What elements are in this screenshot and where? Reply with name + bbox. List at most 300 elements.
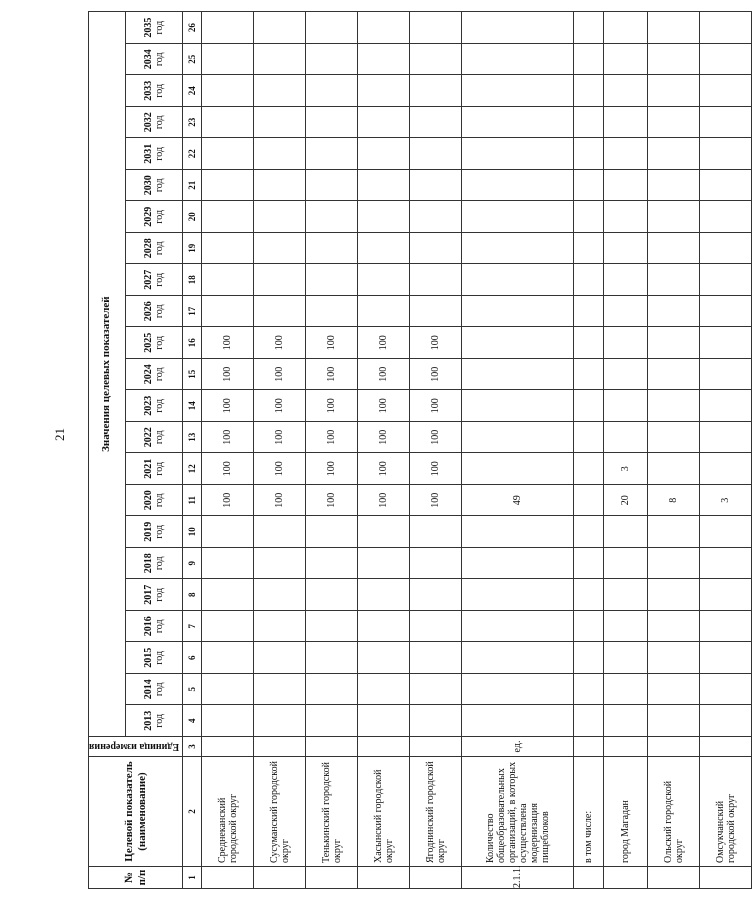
value-cell-2021: 100 xyxy=(254,453,306,485)
column-number-text: 26 xyxy=(187,23,198,33)
value-cell-2013 xyxy=(254,705,306,737)
value-cell-2020: 100 xyxy=(202,485,254,517)
value-cell-2016 xyxy=(202,611,254,643)
column-number-15 xyxy=(183,359,202,391)
value-cell-2028 xyxy=(574,233,604,265)
value-cell-2020: 20 xyxy=(604,485,648,517)
column-number-13 xyxy=(183,422,202,454)
row-unit xyxy=(202,737,254,757)
row-index xyxy=(604,867,648,889)
year-suffix: год xyxy=(154,115,166,130)
value-cell-2017 xyxy=(462,579,574,611)
value-cell-2022: 100 xyxy=(358,422,410,454)
value-cell-2023: 100 xyxy=(306,390,358,422)
value-cell-2026 xyxy=(254,296,306,328)
column-number-18 xyxy=(183,264,202,296)
row-indicator-name: в том числе: xyxy=(574,757,604,867)
row-unit xyxy=(574,737,604,757)
year-suffix: год xyxy=(154,178,166,193)
header-year-2022 xyxy=(125,422,182,454)
value-cell-2017 xyxy=(648,579,700,611)
year-suffix: год xyxy=(154,461,166,476)
value-cell-2024 xyxy=(604,359,648,391)
value-cell-2035 xyxy=(462,12,574,44)
header-year-2013 xyxy=(125,705,182,737)
column-number-text: 21 xyxy=(187,180,198,190)
value-cell-2025 xyxy=(648,327,700,359)
year-suffix: год xyxy=(154,52,166,67)
value-cell-2032 xyxy=(574,107,604,139)
value-cell-2034 xyxy=(604,44,648,76)
value-cell-2027 xyxy=(648,264,700,296)
value-cell-2022 xyxy=(604,422,648,454)
year-label: 2013 xyxy=(143,710,155,731)
table-row xyxy=(306,12,358,889)
year-suffix: год xyxy=(154,556,166,571)
year-suffix: год xyxy=(154,587,166,602)
year-suffix: год xyxy=(154,713,166,728)
value-cell-2035 xyxy=(604,12,648,44)
value-cell-2032 xyxy=(604,107,648,139)
year-label: 2026 xyxy=(143,301,155,322)
column-number-text: 22 xyxy=(187,149,198,159)
column-number-8 xyxy=(183,579,202,611)
value-cell-2027 xyxy=(700,264,752,296)
row-indicator-name: Ольский городской округ xyxy=(648,757,700,867)
value-cell-2034 xyxy=(648,44,700,76)
year-label: 2016 xyxy=(143,616,155,637)
value-cell-2020 xyxy=(574,485,604,517)
column-number-text: 3 xyxy=(187,744,198,749)
value-cell-2035 xyxy=(700,12,752,44)
column-number-6 xyxy=(183,642,202,674)
year-suffix: год xyxy=(154,619,166,634)
row-indicator-name: Сусуманский городской округ xyxy=(254,757,306,867)
column-number-14 xyxy=(183,390,202,422)
year-label: 2017 xyxy=(143,584,155,605)
value-cell-2030 xyxy=(604,170,648,202)
column-number-text: 14 xyxy=(187,401,198,411)
column-number-text: 16 xyxy=(187,338,198,348)
year-label: 2027 xyxy=(143,269,155,290)
year-label: 2030 xyxy=(143,175,155,196)
header-number-text: № п/п xyxy=(122,869,148,886)
value-cell-2032 xyxy=(462,107,574,139)
value-cell-2029 xyxy=(358,201,410,233)
value-cell-2022: 100 xyxy=(410,422,462,454)
row-index xyxy=(410,867,462,889)
header-year-2026 xyxy=(125,296,182,328)
column-number-9 xyxy=(183,548,202,580)
column-number-19 xyxy=(183,233,202,265)
value-cell-2013 xyxy=(574,705,604,737)
value-cell-2013 xyxy=(648,705,700,737)
row-index xyxy=(254,867,306,889)
value-cell-2035 xyxy=(306,12,358,44)
row-unit xyxy=(648,737,700,757)
value-cell-2032 xyxy=(410,107,462,139)
value-cell-2014 xyxy=(254,674,306,706)
year-label: 2028 xyxy=(143,238,155,259)
value-cell-2026 xyxy=(574,296,604,328)
year-label: 2035 xyxy=(143,17,155,38)
row-indicator-name: Хасынский городской округ xyxy=(358,757,410,867)
value-cell-2027 xyxy=(358,264,410,296)
header-year-2029 xyxy=(125,201,182,233)
value-cell-2016 xyxy=(306,611,358,643)
column-number-text: 17 xyxy=(187,306,198,316)
value-cell-2031 xyxy=(202,138,254,170)
value-cell-2025: 100 xyxy=(202,327,254,359)
value-cell-2035 xyxy=(574,12,604,44)
year-label: 2019 xyxy=(143,521,155,542)
table-row xyxy=(254,12,306,889)
value-cell-2025: 100 xyxy=(358,327,410,359)
value-cell-2026 xyxy=(462,296,574,328)
value-cell-2014 xyxy=(574,674,604,706)
header-year-2027 xyxy=(125,264,182,296)
year-suffix: год xyxy=(154,430,166,445)
value-cell-2029 xyxy=(202,201,254,233)
row-indicator-name: Ягоднинский городской округ xyxy=(410,757,462,867)
value-cell-2013 xyxy=(604,705,648,737)
value-cell-2019 xyxy=(254,516,306,548)
value-cell-2023 xyxy=(648,390,700,422)
header-year-2033 xyxy=(125,75,182,107)
value-cell-2027 xyxy=(410,264,462,296)
value-cell-2033 xyxy=(648,75,700,107)
year-label: 2032 xyxy=(143,112,155,133)
value-cell-2034 xyxy=(306,44,358,76)
value-cell-2015 xyxy=(648,642,700,674)
value-cell-2029 xyxy=(648,201,700,233)
column-number-10 xyxy=(183,516,202,548)
column-number-text: 25 xyxy=(187,54,198,64)
value-cell-2033 xyxy=(202,75,254,107)
column-number-text: 11 xyxy=(187,496,198,505)
value-cell-2028 xyxy=(604,233,648,265)
value-cell-2032 xyxy=(648,107,700,139)
year-suffix: год xyxy=(154,146,166,161)
value-cell-2020: 100 xyxy=(254,485,306,517)
header-year-2030 xyxy=(125,170,182,202)
value-cell-2015 xyxy=(306,642,358,674)
value-cell-2031 xyxy=(604,138,648,170)
value-cell-2030 xyxy=(462,170,574,202)
row-indicator-name: Количество общеобразовательных организаций, в которых осуществлена модернизация пищеблоков xyxy=(462,757,574,867)
value-cell-2021: 100 xyxy=(202,453,254,485)
value-cell-2026 xyxy=(358,296,410,328)
value-cell-2034 xyxy=(358,44,410,76)
value-cell-2032 xyxy=(202,107,254,139)
row-index xyxy=(700,867,752,889)
value-cell-2019 xyxy=(700,516,752,548)
column-number-20 xyxy=(183,201,202,233)
table-row xyxy=(462,12,574,889)
value-cell-2015 xyxy=(700,642,752,674)
table-row xyxy=(202,12,254,889)
row-unit xyxy=(410,737,462,757)
column-number-text: 9 xyxy=(187,561,198,566)
value-cell-2025: 100 xyxy=(410,327,462,359)
column-number-24 xyxy=(183,75,202,107)
value-cell-2030 xyxy=(358,170,410,202)
value-cell-2020: 49 xyxy=(462,485,574,517)
column-number-16 xyxy=(183,327,202,359)
value-cell-2018 xyxy=(306,548,358,580)
value-cell-2026 xyxy=(202,296,254,328)
header-indicator xyxy=(89,757,183,867)
value-cell-2027 xyxy=(254,264,306,296)
value-cell-2030 xyxy=(254,170,306,202)
value-cell-2035 xyxy=(410,12,462,44)
year-suffix: год xyxy=(154,398,166,413)
year-suffix: год xyxy=(154,335,166,350)
value-cell-2028 xyxy=(462,233,574,265)
value-cell-2021 xyxy=(574,453,604,485)
value-cell-2014 xyxy=(462,674,574,706)
value-cell-2028 xyxy=(358,233,410,265)
value-cell-2033 xyxy=(410,75,462,107)
value-cell-2025 xyxy=(462,327,574,359)
value-cell-2013 xyxy=(700,705,752,737)
value-cell-2015 xyxy=(202,642,254,674)
value-cell-2017 xyxy=(410,579,462,611)
column-number-text: 1 xyxy=(187,875,198,880)
column-number-text: 24 xyxy=(187,86,198,96)
value-cell-2016 xyxy=(700,611,752,643)
row-index xyxy=(306,867,358,889)
year-label: 2033 xyxy=(143,80,155,101)
value-cell-2024: 100 xyxy=(254,359,306,391)
year-suffix: год xyxy=(154,304,166,319)
value-cell-2014 xyxy=(358,674,410,706)
value-cell-2028 xyxy=(410,233,462,265)
value-cell-2014 xyxy=(700,674,752,706)
column-number-23 xyxy=(183,107,202,139)
row-unit xyxy=(254,737,306,757)
row-unit: ед. xyxy=(462,737,574,757)
value-cell-2015 xyxy=(254,642,306,674)
header-year-2031 xyxy=(125,138,182,170)
value-cell-2018 xyxy=(574,548,604,580)
year-label: 2029 xyxy=(143,206,155,227)
year-suffix: год xyxy=(154,209,166,224)
value-cell-2025 xyxy=(574,327,604,359)
value-cell-2013 xyxy=(462,705,574,737)
row-unit xyxy=(306,737,358,757)
column-number-text: 19 xyxy=(187,243,198,253)
value-cell-2031 xyxy=(254,138,306,170)
value-cell-2033 xyxy=(604,75,648,107)
value-cell-2018 xyxy=(462,548,574,580)
value-cell-2016 xyxy=(604,611,648,643)
value-cell-2029 xyxy=(700,201,752,233)
row-indicator-name: Среднеканский городской округ xyxy=(202,757,254,867)
header-year-2016 xyxy=(125,611,182,643)
value-cell-2029 xyxy=(604,201,648,233)
value-cell-2024 xyxy=(462,359,574,391)
value-cell-2035 xyxy=(648,12,700,44)
header-year-2024 xyxy=(125,359,182,391)
year-label: 2034 xyxy=(143,49,155,70)
value-cell-2031 xyxy=(700,138,752,170)
value-cell-2023: 100 xyxy=(202,390,254,422)
year-label: 2025 xyxy=(143,332,155,353)
value-cell-2031 xyxy=(358,138,410,170)
value-cell-2023: 100 xyxy=(254,390,306,422)
target-indicators-table xyxy=(88,13,737,889)
column-number-text: 20 xyxy=(187,212,198,222)
value-cell-2023 xyxy=(604,390,648,422)
value-cell-2024: 100 xyxy=(306,359,358,391)
value-cell-2034 xyxy=(254,44,306,76)
value-cell-2026 xyxy=(648,296,700,328)
value-cell-2029 xyxy=(306,201,358,233)
column-number-25 xyxy=(183,44,202,76)
value-cell-2019 xyxy=(306,516,358,548)
value-cell-2032 xyxy=(254,107,306,139)
column-number-7 xyxy=(183,611,202,643)
row-unit xyxy=(700,737,752,757)
value-cell-2013 xyxy=(306,705,358,737)
value-cell-2031 xyxy=(410,138,462,170)
header-year-2017 xyxy=(125,579,182,611)
row-unit xyxy=(358,737,410,757)
column-number-text: 4 xyxy=(187,718,198,723)
value-cell-2031 xyxy=(306,138,358,170)
row-index xyxy=(648,867,700,889)
column-number-5 xyxy=(183,674,202,706)
header-unit-text: Единица измерения xyxy=(89,741,180,752)
value-cell-2028 xyxy=(202,233,254,265)
value-cell-2021 xyxy=(700,453,752,485)
year-label: 2023 xyxy=(143,395,155,416)
value-cell-2023 xyxy=(700,390,752,422)
column-number-3 xyxy=(183,737,202,757)
column-number-text: 10 xyxy=(187,527,198,537)
value-cell-2027 xyxy=(306,264,358,296)
value-cell-2024: 100 xyxy=(202,359,254,391)
value-cell-2021 xyxy=(648,453,700,485)
value-cell-2014 xyxy=(648,674,700,706)
row-indicator-name: Тенькинский городской округ xyxy=(306,757,358,867)
value-cell-2026 xyxy=(604,296,648,328)
value-cell-2025: 100 xyxy=(254,327,306,359)
value-cell-2026 xyxy=(306,296,358,328)
value-cell-2017 xyxy=(574,579,604,611)
row-indicator-name: Омсукчанский городской округ xyxy=(700,757,752,867)
row-index: 2.1.1. xyxy=(462,867,574,889)
column-number-2 xyxy=(183,757,202,867)
value-cell-2015 xyxy=(358,642,410,674)
table-row xyxy=(604,12,648,889)
column-number-1 xyxy=(183,867,202,889)
value-cell-2017 xyxy=(604,579,648,611)
column-number-text: 8 xyxy=(187,592,198,597)
year-suffix: год xyxy=(154,524,166,539)
header-year-2014 xyxy=(125,674,182,706)
column-number-text: 2 xyxy=(187,809,198,814)
value-cell-2019 xyxy=(358,516,410,548)
column-number-text: 13 xyxy=(187,432,198,442)
value-cell-2019 xyxy=(574,516,604,548)
value-cell-2015 xyxy=(462,642,574,674)
value-cell-2024 xyxy=(648,359,700,391)
row-indicator-name: город Магадан xyxy=(604,757,648,867)
value-cell-2033 xyxy=(306,75,358,107)
header-year-2019 xyxy=(125,516,182,548)
year-label: 2031 xyxy=(143,143,155,164)
value-cell-2021: 100 xyxy=(358,453,410,485)
table-row xyxy=(410,12,462,889)
value-cell-2020: 100 xyxy=(306,485,358,517)
value-cell-2022: 100 xyxy=(306,422,358,454)
value-cell-2024 xyxy=(700,359,752,391)
value-cell-2027 xyxy=(462,264,574,296)
value-cell-2023: 100 xyxy=(358,390,410,422)
value-cell-2018 xyxy=(202,548,254,580)
year-suffix: год xyxy=(154,241,166,256)
value-cell-2019 xyxy=(604,516,648,548)
year-suffix: год xyxy=(154,20,166,35)
header-year-2032 xyxy=(125,107,182,139)
value-cell-2021 xyxy=(462,453,574,485)
value-cell-2028 xyxy=(648,233,700,265)
header-year-2034 xyxy=(125,44,182,76)
value-cell-2032 xyxy=(700,107,752,139)
header-indicator-text: Целевой показатель (наименование) xyxy=(122,761,148,862)
header-year-2025 xyxy=(125,327,182,359)
value-cell-2019 xyxy=(648,516,700,548)
value-cell-2013 xyxy=(202,705,254,737)
value-cell-2013 xyxy=(410,705,462,737)
header-year-2028 xyxy=(125,233,182,265)
value-cell-2030 xyxy=(306,170,358,202)
value-cell-2025 xyxy=(604,327,648,359)
value-cell-2014 xyxy=(202,674,254,706)
value-cell-2033 xyxy=(358,75,410,107)
value-cell-2014 xyxy=(604,674,648,706)
value-cell-2019 xyxy=(410,516,462,548)
year-label: 2024 xyxy=(143,364,155,385)
value-cell-2025: 100 xyxy=(306,327,358,359)
value-cell-2015 xyxy=(410,642,462,674)
value-cell-2020: 3 xyxy=(700,485,752,517)
value-cell-2021: 100 xyxy=(410,453,462,485)
value-cell-2030 xyxy=(410,170,462,202)
value-cell-2022: 100 xyxy=(202,422,254,454)
value-cell-2031 xyxy=(574,138,604,170)
year-label: 2014 xyxy=(143,679,155,700)
header-year-2023 xyxy=(125,390,182,422)
value-cell-2033 xyxy=(574,75,604,107)
row-index xyxy=(574,867,604,889)
value-cell-2019 xyxy=(462,516,574,548)
value-cell-2022 xyxy=(648,422,700,454)
value-cell-2027 xyxy=(202,264,254,296)
value-cell-2032 xyxy=(306,107,358,139)
value-cell-2017 xyxy=(254,579,306,611)
row-index xyxy=(358,867,410,889)
value-cell-2028 xyxy=(700,233,752,265)
value-cell-2033 xyxy=(700,75,752,107)
year-label: 2021 xyxy=(143,458,155,479)
column-number-text: 7 xyxy=(187,624,198,629)
value-cell-2027 xyxy=(604,264,648,296)
value-cell-2026 xyxy=(700,296,752,328)
value-cell-2029 xyxy=(410,201,462,233)
